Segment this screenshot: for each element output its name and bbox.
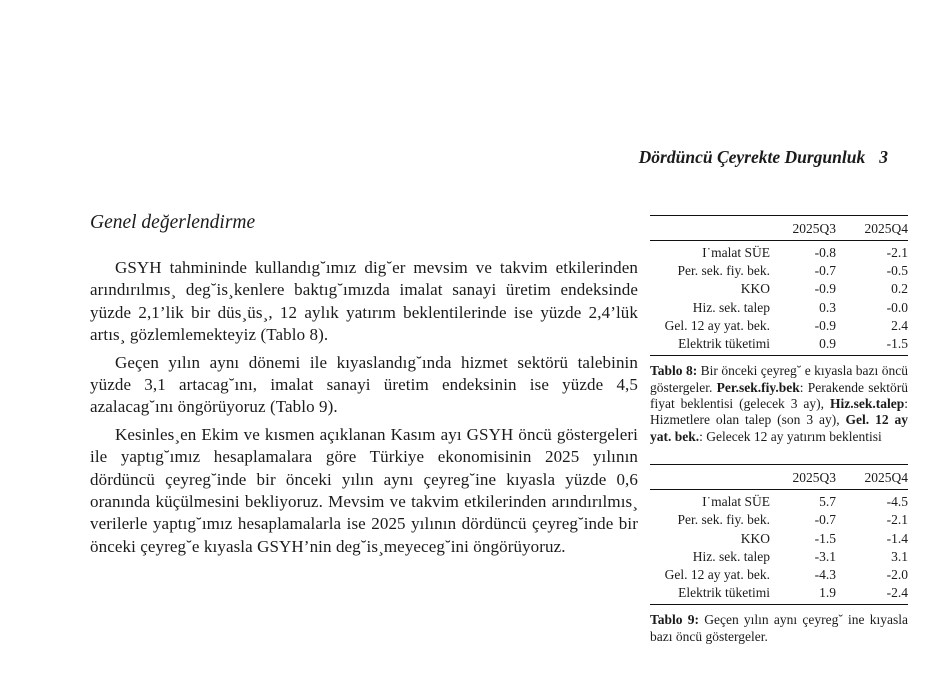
paragraph-3: Kesinles¸en Ekim ve kısmen açıklanan Kasım ayı GSYH öncü göstergeleri ile yaptıg˘ımız hesaplamalara göre Türkiye ekonomisinin 2025 yılının dördüncü çeyreg˘inde bir önceki yılın aynı çeyreg˘ine kıyasla yüzde 0,6 oranında küçülmesini bekliyoruz. Mevsim ve takvim etkilerinden arındırılmıs¸ verilerle yaptıg˘ımız hesaplamalarla ise 2025 yılının dördüncü çeyreg˘inde bir önceki çeyreg˘e kıyasla GSYH’nin deg˘is¸meyeceg˘ini öngörüyoruz. xyxy=(90,424,638,556)
cell-q3: 1.9 xyxy=(819,585,836,601)
table-row xyxy=(650,241,908,263)
cell-q4: -4.5 xyxy=(886,494,908,510)
cell-q3: -3.1 xyxy=(814,548,836,564)
row-label: Elektrik tüketimi xyxy=(678,585,770,601)
row-label: Per. sek. fiy. bek. xyxy=(677,263,770,279)
cell-q3: -0.9 xyxy=(814,281,836,297)
cell-q3: -4.3 xyxy=(814,567,836,583)
row-label: I˙malat SÜE xyxy=(702,494,770,510)
row-label: Hiz. sek. talep xyxy=(692,548,770,564)
table-row xyxy=(650,548,908,566)
paragraph-2: Geçen yılın aynı dönemi ile kıyaslandıg˘ında hizmet sektörü talebinin yüzde 3,1 artacag˘ını, imalat sanayi üretim endeksinin ise yüzde 4,5 azalacag˘ını öngörüyoruz (Tablo 9). xyxy=(90,352,638,417)
cell-q3: -1.5 xyxy=(814,530,836,546)
cell-q3: 0.9 xyxy=(819,336,836,352)
row-label: Per. sek. fiy. bek. xyxy=(677,512,770,528)
table-row xyxy=(650,530,908,548)
cell-q3: -0.8 xyxy=(814,245,836,260)
row-label: I˙malat SÜE xyxy=(702,245,770,260)
table-row xyxy=(650,317,908,335)
corner-cell xyxy=(650,216,770,241)
table-9 xyxy=(650,464,908,605)
page-number: 3 xyxy=(879,147,888,167)
row-label: Hiz. sek. talep xyxy=(692,299,770,315)
table-row xyxy=(650,511,908,529)
table-row xyxy=(650,262,908,280)
paragraph-1: GSYH tahmininde kullandıg˘ımız dig˘er mevsim ve takvim etkilerinden arındırılmıs¸ deg˘is¸kenlere baktıg˘ımızda imalat sanayi üretim endeksinde yüzde 2,1’lik bir düs¸üs¸, 12 aylık yatırım beklentilerinde ise yüzde 2,4’lük artıs¸ gözlemlemekteyiz (Tablo 8). xyxy=(90,258,638,345)
table-9-header-row xyxy=(650,465,908,490)
corner-cell xyxy=(650,465,770,490)
col-header-2025q3: 2025Q3 xyxy=(770,216,836,241)
table-9-caption xyxy=(650,612,908,645)
cell-q4: 2.4 xyxy=(891,317,908,333)
table-8-caption xyxy=(650,363,908,445)
table-row xyxy=(650,280,908,298)
section-heading: Genel değerlendirme xyxy=(90,212,256,233)
margin-column xyxy=(650,215,908,645)
caption-term: Hiz.sek.talep xyxy=(829,396,905,412)
caption-term: Tablo 9: xyxy=(650,612,699,628)
cell-q4: -2.1 xyxy=(886,512,908,528)
caption-text: : Perakende sektörü fiyat beklentisi (gelecek 3 ay), xyxy=(650,379,909,412)
cell-q3: 5.7 xyxy=(819,494,836,510)
caption-term: Gel. 12 ay yat. bek. xyxy=(650,412,908,444)
main-text-column xyxy=(90,210,638,563)
table-row xyxy=(650,335,908,356)
row-label: Elektrik tüketimi xyxy=(678,336,770,352)
cell-q3: -0.9 xyxy=(814,317,836,333)
cell-q4: -2.1 xyxy=(886,245,908,260)
cell-q4: -1.5 xyxy=(886,336,908,352)
col-header-2025q3: 2025Q3 xyxy=(770,465,836,490)
cell-q4: -2.4 xyxy=(886,585,908,601)
row-label: KKO xyxy=(740,281,770,297)
col-header-2025q4: 2025Q4 xyxy=(836,216,908,241)
table-8 xyxy=(650,215,908,356)
table-row xyxy=(650,490,908,512)
cell-q4: -1.4 xyxy=(886,530,908,546)
caption-text: Geçen yılın aynı çeyreg˘ ine kıyasla bazı öncü göstergeler. xyxy=(650,612,908,644)
caption-text: : Gelecek 12 ay yatırım beklentisi xyxy=(699,428,882,444)
table-8-header-row xyxy=(650,216,908,241)
table-row xyxy=(650,584,908,605)
running-header xyxy=(639,147,888,168)
row-label: KKO xyxy=(740,530,770,546)
col-header-2025q4: 2025Q4 xyxy=(836,465,908,490)
running-header-title: Dördüncü Çeyrekte Durgunluk xyxy=(638,147,866,167)
caption-text: Bir önceki çeyreg˘ e kıyasla bazı öncü göstergeler. xyxy=(650,363,908,395)
cell-q4: -2.0 xyxy=(886,567,908,583)
cell-q4: 3.1 xyxy=(891,548,908,564)
cell-q4: -0.5 xyxy=(886,263,908,279)
table-row xyxy=(650,566,908,584)
caption-term: Per.sek.fiy.bek xyxy=(716,379,800,395)
cell-q3: -0.7 xyxy=(814,263,836,279)
caption-term: Tablo 8: xyxy=(650,363,698,379)
cell-q3: 0.3 xyxy=(819,299,836,315)
row-label: Gel. 12 ay yat. bek. xyxy=(664,567,770,583)
cell-q4: -0.0 xyxy=(886,299,908,315)
table-row xyxy=(650,299,908,317)
caption-text: : Hizmetlere olan talep (son 3 ay), xyxy=(650,396,908,428)
cell-q3: -0.7 xyxy=(814,512,836,528)
row-label: Gel. 12 ay yat. bek. xyxy=(664,317,770,333)
cell-q4: 0.2 xyxy=(891,281,908,297)
